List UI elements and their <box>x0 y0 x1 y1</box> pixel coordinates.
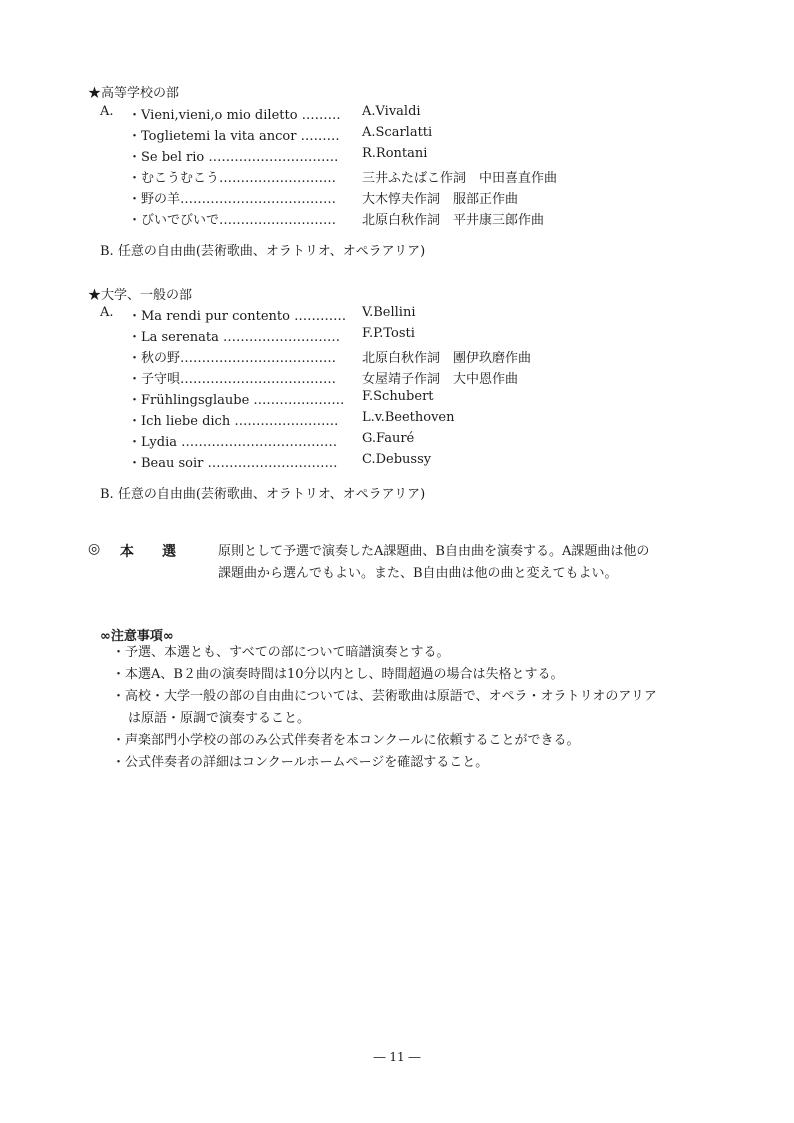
high-school-song-row <box>0 125 794 145</box>
high-school-song-row <box>0 146 794 166</box>
high-school-song-row <box>0 209 794 229</box>
university-song-row <box>0 389 794 409</box>
note-item: ・声楽部門小学校の部のみ公式伴奏者を本コンクールに依頼することができる。 <box>112 733 580 748</box>
song-composer: F.Schubert <box>362 389 434 404</box>
song-composer: A.Scarlatti <box>362 125 433 140</box>
final-round-label: 本選 <box>120 544 204 560</box>
note-item: ・予選、本選とも、すべての部について暗譜演奏とする。 <box>112 645 450 660</box>
university-free-piece: B. 任意の自由曲(芸術歌曲、オラトリオ、オペラアリア) <box>100 487 426 502</box>
song-title: ・びいでびいで……………………… <box>128 213 337 228</box>
song-composer: G.Fauré <box>362 431 415 446</box>
song-composer: L.v.Beethoven <box>362 410 455 425</box>
page-number: ― 11 ― <box>373 1050 421 1064</box>
high-school-heading: ★高等学校の部 <box>88 86 180 101</box>
song-title: ・Se bel rio ………………………… <box>128 150 339 165</box>
university-heading: ★大学、一般の部 <box>88 288 193 303</box>
description-line: 原則として予選で演奏したA課題曲、B自由曲を演奏する。A課題曲は他の <box>218 544 650 559</box>
high-school-free-piece: B. 任意の自由曲(芸術歌曲、オラトリオ、オペラアリア) <box>100 244 426 259</box>
song-title: ・Beau soir ………………………… <box>128 456 338 471</box>
university-song-row <box>0 368 794 388</box>
song-title: ・むこうむこう……………………… <box>128 171 337 186</box>
note-item-continuation: は原語・原調で演奏すること。 <box>128 711 311 726</box>
university-song-row <box>0 326 794 346</box>
description-line: 課題曲から選んでもよい。また、B自由曲は他の曲と変えてもよい。 <box>218 566 618 581</box>
song-title: ・子守唄……………………………… <box>128 372 337 387</box>
high-school-song-row <box>0 188 794 208</box>
section-a-label: A. <box>100 104 114 119</box>
university-song-row <box>0 452 794 472</box>
university-song-row <box>0 305 794 325</box>
song-title: ・Vieni,vieni,o mio diletto ……… <box>128 108 341 123</box>
notes-title: ∞注意事項∞ <box>100 629 174 644</box>
song-composer: 北原白秋作詞 平井康三郎作曲 <box>362 213 545 228</box>
song-title: ・Toglietemi la vita ancor ……… <box>128 129 340 144</box>
song-title: ・Ma rendi pur contento ………… <box>128 309 347 324</box>
university-song-row <box>0 431 794 451</box>
section-a-label: A. <box>100 305 114 320</box>
song-composer: F.P.Tosti <box>362 326 415 341</box>
song-composer: 大木惇夫作詞 服部正作曲 <box>362 192 519 207</box>
song-composer: 女屋靖子作詞 大中恩作曲 <box>362 372 519 387</box>
song-title: ・La serenata ……………………… <box>128 330 341 345</box>
song-composer: V.Bellini <box>362 305 416 320</box>
note-item: ・高校・大学一般の部の自由曲については、芸術歌曲は原語で、オペラ・オラトリオのアリア <box>112 689 657 704</box>
song-title: ・野の羊……………………………… <box>128 192 337 207</box>
song-title: ・Frühlingsglaube ………………… <box>128 393 345 408</box>
song-composer: 北原白秋作詞 團伊玖磨作曲 <box>362 351 532 366</box>
song-composer: 三井ふたばこ作詞 中田喜直作曲 <box>362 171 558 186</box>
note-item: ・本選A、B２曲の演奏時間は10分以内とし、時間超過の場合は失格とする。 <box>112 667 564 682</box>
notes-list <box>112 642 732 774</box>
note-item: ・公式伴奏者の詳細はコンクールホームページを確認すること。 <box>112 755 489 770</box>
song-title: ・Ich liebe dich …………………… <box>128 414 339 429</box>
high-school-song-row <box>0 167 794 187</box>
song-title: ・Lydia ……………………………… <box>128 435 338 450</box>
song-composer: A.Vivaldi <box>362 104 421 119</box>
university-song-row <box>0 347 794 367</box>
final-round-description <box>218 541 718 585</box>
song-title: ・秋の野……………………………… <box>128 351 337 366</box>
double-circle-icon: ◎ <box>88 541 101 557</box>
song-composer: R.Rontani <box>362 146 428 161</box>
song-composer: C.Debussy <box>362 452 432 467</box>
university-song-row <box>0 410 794 430</box>
high-school-song-row <box>0 104 794 124</box>
